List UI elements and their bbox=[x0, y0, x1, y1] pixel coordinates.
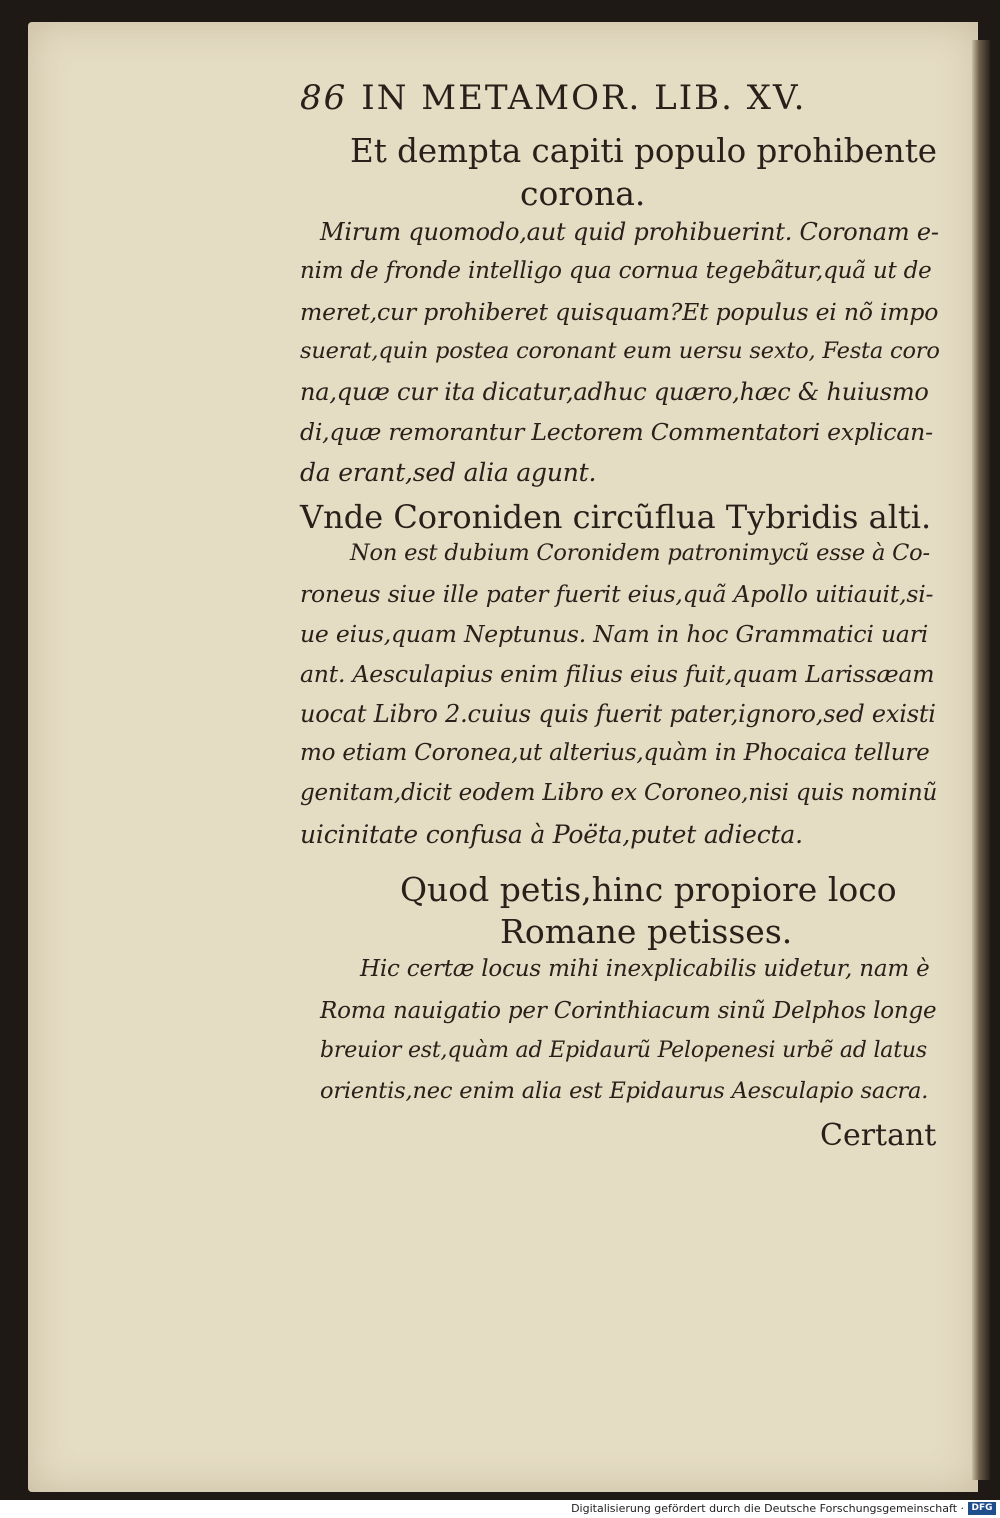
commentary-line: Non est dubium Coronidem patronimycũ esse à Co- bbox=[350, 540, 930, 566]
commentary-line: roneus siue ille pater fuerit eius,quã Apollo uitiauit,si- bbox=[300, 580, 934, 608]
commentary-line: orientis,nec enim alia est Epidaurus Aesculapio sacra. bbox=[320, 1078, 929, 1104]
commentary-line: meret,cur prohiberet quisquam?Et populus ei nõ impo bbox=[300, 298, 939, 326]
running-title: IN METAMOR. LIB. XV. bbox=[361, 78, 807, 118]
footer-credit: Digitalisierung gefördert durch die Deutsche Forschungsgemeinschaft · bbox=[571, 1502, 964, 1515]
lemma-line: corona. bbox=[520, 174, 646, 213]
commentary-line: uicinitate confusa à Poëta,putet adiecta. bbox=[300, 820, 803, 849]
catchword: Certant bbox=[820, 1118, 937, 1153]
commentary-line: nim de fronde intelligo qua cornua tegebãtur,quã ut de bbox=[300, 258, 932, 284]
lemma-line: Et dempta capiti populo prohibente bbox=[350, 132, 937, 170]
commentary-line: Mirum quomodo,aut quid prohibuerint. Coronam e- bbox=[320, 218, 939, 246]
commentary-line: ant. Aesculapius enim filius eius fuit,quam Larissæam bbox=[300, 660, 935, 688]
commentary-line: Hic certæ locus mihi inexplicabilis uidetur, nam è bbox=[360, 956, 930, 982]
text-block bbox=[300, 70, 940, 1153]
lemma-line: Quod petis,hinc propiore loco bbox=[400, 870, 897, 909]
running-header bbox=[300, 78, 806, 118]
digitization-footer bbox=[0, 1500, 1000, 1518]
lemma-line: Vnde Coroniden circũflua Tybridis alti. bbox=[300, 498, 932, 536]
commentary-line: uocat Libro 2.cuius quis fuerit pater,ignoro,sed existi bbox=[300, 700, 936, 728]
lemma-line: Romane petisses. bbox=[500, 912, 793, 951]
commentary-line: genitam,dicit eodem Libro ex Coroneo,nisi quis nominũ bbox=[300, 780, 938, 806]
page-number: 86 bbox=[300, 78, 348, 118]
page-edge bbox=[972, 40, 990, 1480]
commentary-line: mo etiam Coronea,ut alterius,quàm in Phocaica tellure bbox=[300, 740, 930, 766]
commentary-line: na,quæ cur ita dicatur,adhuc quæro,hæc & huiusmo bbox=[300, 378, 929, 406]
commentary-line: suerat,quin postea coronant eum uersu sexto, Festa coro bbox=[300, 338, 940, 364]
commentary-line: di,quæ remorantur Lectorem Commentatori explican- bbox=[300, 418, 933, 446]
commentary-line: ue eius,quam Neptunus. Nam in hoc Grammatici uari bbox=[300, 620, 929, 648]
commentary-line: da erant,sed alia agunt. bbox=[300, 458, 597, 487]
dfg-logo: DFG bbox=[968, 1502, 996, 1515]
commentary-line: breuior est,quàm ad Epidaurũ Pelopenesi urbẽ ad latus bbox=[320, 1038, 927, 1063]
commentary-line: Roma nauigatio per Corinthiacum sinũ Delphos longe bbox=[320, 998, 937, 1024]
